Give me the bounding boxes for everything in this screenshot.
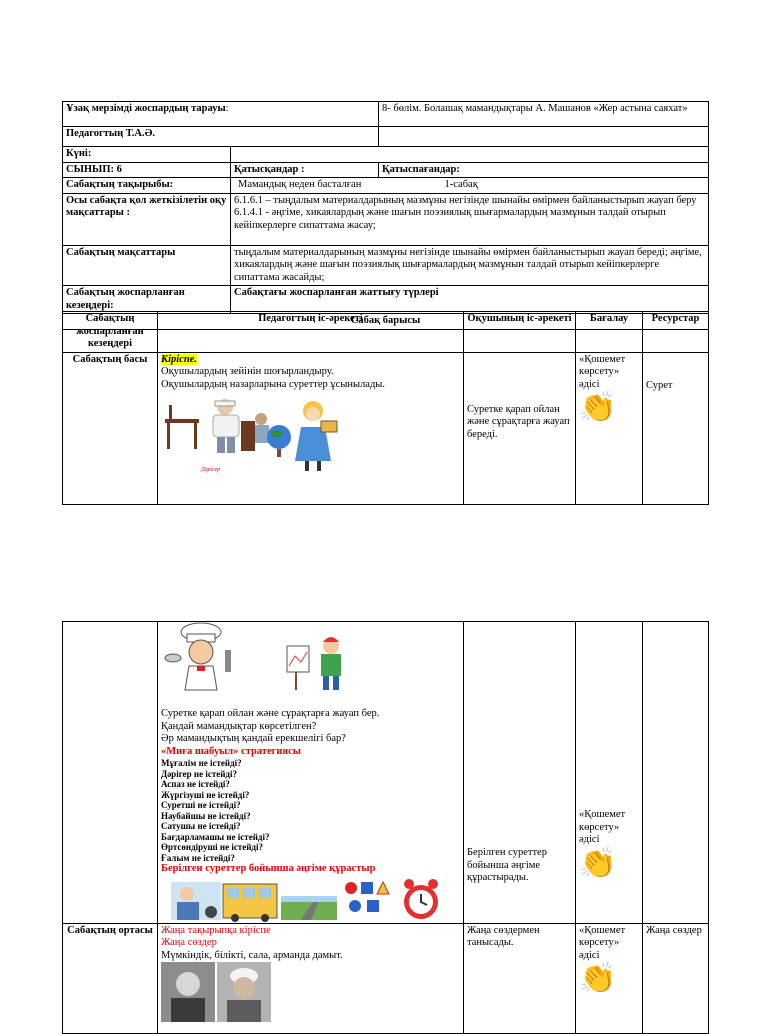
stage-middle: Сабақтың ортасы (63, 923, 158, 1033)
road-picture (281, 896, 337, 920)
col-assessment-header: Бағалау (576, 312, 643, 353)
brainstorm-question: Наубайшы не істейді? (161, 810, 251, 821)
student-activity-story: Берілген суреттер бойынша әңгіме құрастырады. (464, 622, 576, 924)
teacher-activity-begin (158, 352, 464, 504)
col-stages-header: Сабақтың жоспарланған кезеңдері (63, 312, 158, 353)
intro-line-2: Оқушылардың назарларына суреттер ұсынылады. (161, 378, 385, 390)
table-row (63, 622, 709, 924)
brainstorm-question: Мұғалім не істейді? (161, 758, 242, 768)
class-label: СЫНЫП: 6 (63, 162, 231, 178)
col-resources-header: Ресурстар (643, 312, 709, 353)
truck-picture (171, 882, 221, 920)
present-label: Қатысқандар : (231, 162, 379, 178)
objective-2: 6.1.4.1 - әңгіме, хикаялардың және шағын поэзиялық шығармалардың мазмұнын талдай отырып кейіпкерлерге сипаттама жасау; (234, 207, 666, 231)
lesson-progress-table (62, 311, 709, 505)
stages-label: Сабақтың жоспарланған кезеңдері: (63, 286, 231, 314)
exercises-label: Сабақтағы жоспарланған жаттығу түрлері (231, 286, 709, 314)
brainstorm-question: Сатушы не істейді? (161, 821, 241, 831)
new-words-list: Мүмкіндік, білікті, сала, арманда дамыт. (161, 949, 343, 961)
topic-value: Мамандық неден басталған (238, 179, 362, 190)
lesson-progress-table-continued (62, 621, 709, 1034)
story-task-title: Берілген суреттер бойынша әңгіме құрастыр (161, 863, 376, 874)
clapping-hands-icon: 👏 (579, 962, 617, 995)
resource-middle: Жаңа сөздер (643, 923, 709, 1033)
clapping-hands-icon: 👏 (579, 391, 617, 424)
assessment-middle: «Қошемет көрсету» әдісі 👏 (576, 923, 643, 1033)
brainstorm-strategy-title: «Миға шабуыл» стратегиясы (161, 745, 301, 757)
chef-picture (165, 623, 231, 690)
teacher-activity-brainstorm (158, 622, 464, 924)
new-words-title: Жаңа сөздер (161, 937, 217, 948)
clapping-hands-icon: 👏 (579, 846, 617, 880)
alarm-clock-picture (404, 879, 438, 919)
doctor-caption: Дәрігер (201, 467, 221, 473)
assessment-story: «Қошемет көрсету» әдісі 👏 (576, 622, 643, 924)
brainstorm-question: Өртсөндіруші не істейді? (161, 842, 263, 852)
teacher-activity-middle (158, 923, 464, 1033)
stage-begin: Сабақтың басы (63, 352, 158, 504)
brainstorm-question: Аспаз не істейді? (161, 779, 230, 789)
objective-1: 6.1.6.1 – тыңдалым материалдарының мазмұны негізінде шынайы өмірмен байланыстырып жауап беру (234, 194, 697, 206)
goals-label: Сабақтың мақсаттары (63, 245, 231, 286)
intro-label: Кіріспе. (161, 353, 197, 365)
teacher-picture (267, 401, 337, 471)
doctor-picture (165, 399, 269, 453)
table-row (63, 352, 709, 504)
student-activity-middle: Жаңа сөздермен танысады. (464, 923, 576, 1033)
table-row (63, 923, 709, 1033)
resource-begin: Сурет (643, 352, 709, 504)
long-term-plan-cell: Ұзақ мерзімді жоспардың тарауы: (63, 102, 379, 127)
lesson-number: 1-сабақ (444, 179, 478, 190)
absent-label: Қатыспағандар: (379, 162, 709, 178)
brainstorm-question: Ғалым не істейді? (161, 852, 235, 863)
student-activity-begin: Суретке қарап ойлан және сұрақтарға жауап береді. (464, 352, 576, 504)
teacher-name-label: Педагогтың Т.А.Ә. (63, 127, 379, 147)
col-student-header: Оқушының іс-әрекеті (464, 312, 576, 353)
date-label: Күні: (63, 147, 231, 163)
brainstorm-question: Суретші не істейді? (161, 800, 241, 810)
section-value: 8- бөлім. Болашақ мамандықтары А. Машанов «Жер астына саяхат» (379, 102, 709, 127)
brainstorm-question: Дәрігер не істейді? (161, 768, 237, 779)
painter-picture (287, 637, 341, 690)
objectives-label: Осы сабақта қол жеткізілетін оқу мақсаттары : (63, 193, 231, 245)
bus-picture (223, 884, 277, 922)
col-teacher-header: Педагогтың іс-әрекеті (158, 312, 464, 353)
author-portraits (161, 962, 271, 1022)
chef-painter-illustration (161, 622, 361, 694)
brainstorm-question: Жүргізуші не істейді? (161, 789, 250, 800)
picture-question-intro: Суретке қарап ойлан және сұрақтарға жауап бер. (161, 708, 380, 719)
goals-value: тыңдалым материалдарының мазмұны негізінде шынайы өмірмен байланыстырып жауап береді; әңгіме, хикаялардың және шағын поэзиялық шығармалардың мазмұнын талдай отырып кейіпкерлерге сипаттама жасайды; (231, 245, 709, 286)
doctor-teacher-illustration (161, 397, 461, 479)
topic-cell (231, 178, 709, 194)
brainstorm-question: Бағдарламашы не істейді? (161, 831, 270, 842)
intro-line-1: Оқушылардың зейінін шоғырландыру. (161, 366, 334, 377)
assessment-begin: «Қошемет көрсету» әдісі 👏 (576, 352, 643, 504)
topic-label: Сабақтың тақырыбы: (63, 178, 231, 194)
lesson-plan-header-table (62, 101, 709, 330)
road-signs-picture (341, 880, 389, 920)
objectives-cell (231, 193, 709, 245)
story-pictures-strip (161, 876, 461, 922)
lesson-progress-heading: Сабақ барысы (63, 314, 709, 330)
picture-question-1: Қандай мамандықтар көрсетілген? (161, 720, 317, 732)
picture-question-2: Әр мамандықтың қандай ерекшелігі бар? (161, 733, 346, 744)
long-term-label: Ұзақ мерзімді жоспардың тарауы (66, 103, 226, 114)
new-topic-intro: Жаңа тақырыпқа кіріспе (161, 924, 271, 936)
